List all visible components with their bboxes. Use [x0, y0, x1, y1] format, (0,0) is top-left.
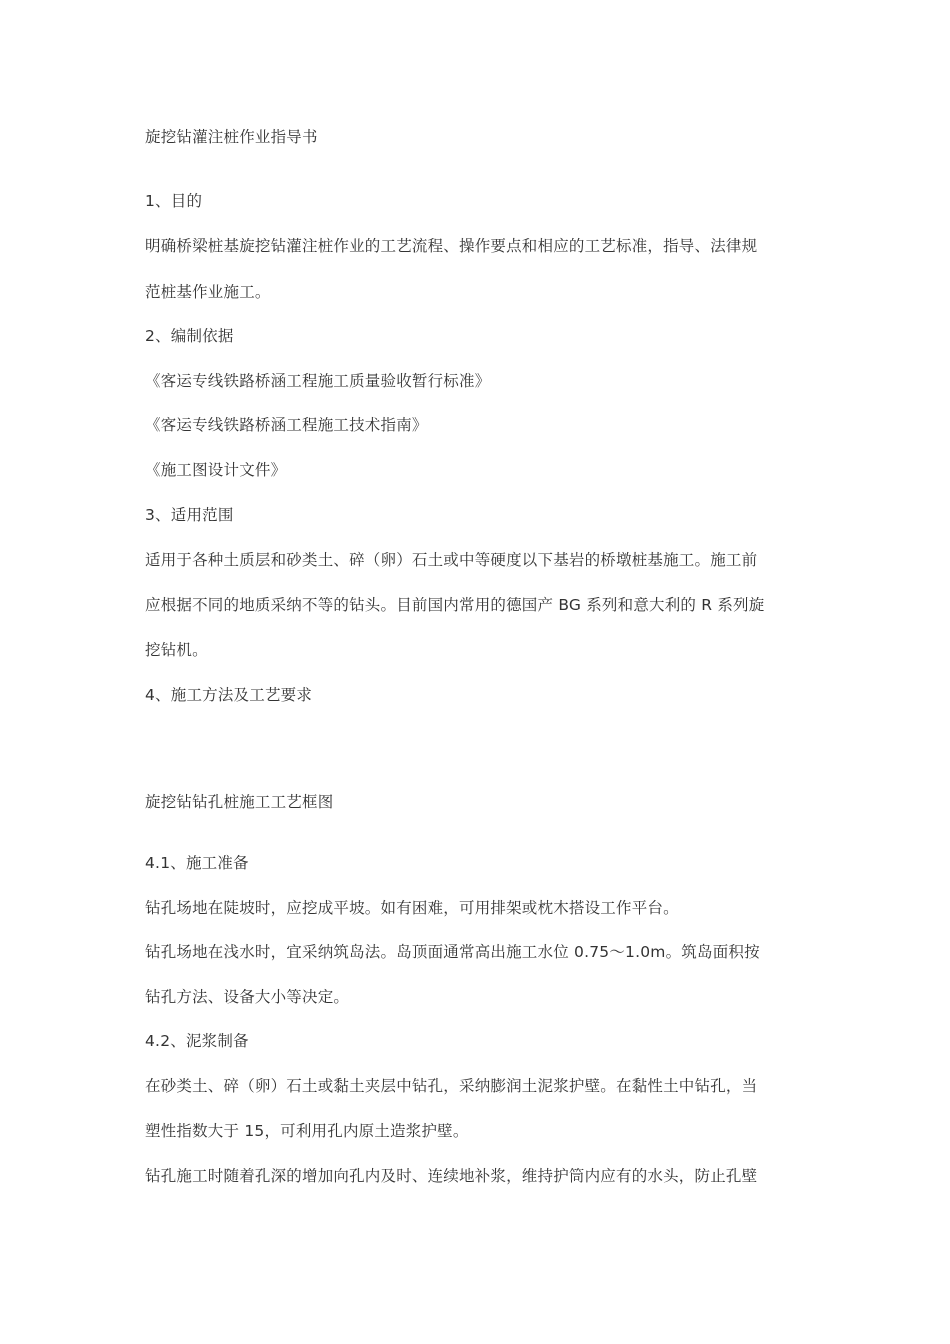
reference-1: 《客运专线铁路桥涵工程施工质量验收暂行标准》 — [145, 372, 491, 390]
section-4-1-paragraph-1: 钻孔场地在陡坡时，应挖成平坡。如有困难，可用排架或枕木搭设工作平台。 — [145, 899, 679, 917]
section-3-heading: 3、适用范围 — [145, 506, 234, 524]
section-4-1-paragraph-2-line-2: 钻孔方法、设备大小等决定。 — [145, 988, 350, 1006]
section-3-paragraph-line-2: 应根据不同的地质采纳不等的钻头。目前国内常用的德国产 BG 系列和意大利的 R 系列旋 — [145, 596, 765, 614]
section-4-heading: 4、施工方法及工艺要求 — [145, 686, 313, 704]
section-1-paragraph-line-1: 明确桥梁桩基旋挖钻灌注桩作业的工艺流程、操作要点和相应的工艺标准，指导、法律规 — [145, 237, 758, 255]
section-4-1-paragraph-2-line-1: 钻孔场地在浅水时，宜采纳筑岛法。岛顶面通常高出施工水位 0.75～1.0m。筑岛面积按 — [145, 943, 760, 961]
section-4-2-paragraph-1-line-1: 在砂类土、碎（卵）石土或黏土夹层中钻孔，采纳膨润土泥浆护壁。在黏性土中钻孔，当 — [145, 1077, 758, 1095]
flowchart-title: 旋挖钻钻孔桩施工工艺框图 — [145, 793, 334, 811]
section-1-heading: 1、目的 — [145, 192, 203, 210]
section-4-2-heading: 4.2、泥浆制备 — [145, 1032, 249, 1050]
section-4-1-heading: 4.1、施工准备 — [145, 854, 249, 872]
section-2-heading: 2、编制依据 — [145, 327, 234, 345]
section-4-2-paragraph-1-line-2: 塑性指数大于 15，可利用孔内原土造浆护壁。 — [145, 1122, 469, 1140]
section-3-paragraph-line-3: 挖钻机。 — [145, 641, 208, 659]
document-title: 旋挖钻灌注桩作业指导书 — [145, 128, 318, 146]
section-1-paragraph-line-2: 范桩基作业施工。 — [145, 283, 271, 301]
section-4-2-paragraph-2-line-1: 钻孔施工时随着孔深的增加向孔内及时、连续地补浆，维持护筒内应有的水头，防止孔壁 — [145, 1167, 758, 1185]
section-3-paragraph-line-1: 适用于各种土质层和砂类土、碎（卵）石土或中等硬度以下基岩的桥墩桩基施工。施工前 — [145, 551, 758, 569]
reference-3: 《施工图设计文件》 — [145, 461, 287, 479]
reference-2: 《客运专线铁路桥涵工程施工技术指南》 — [145, 416, 428, 434]
